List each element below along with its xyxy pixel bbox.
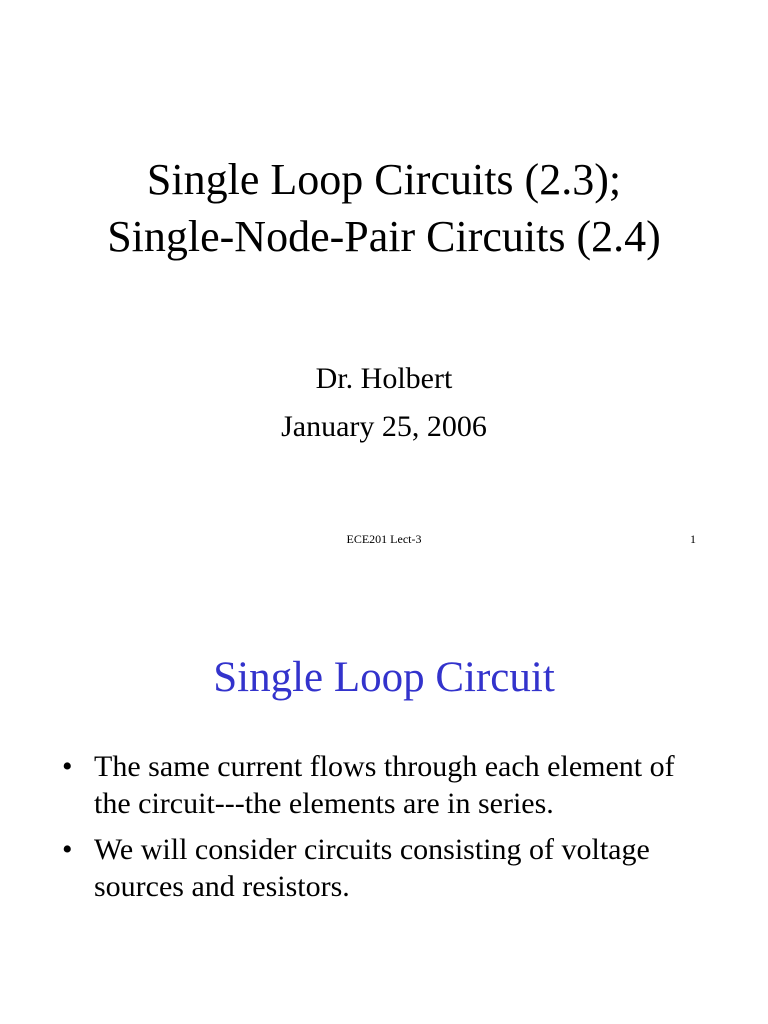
bullet-text: We will consider circuits consisting of voltage sources and resistors.: [94, 833, 650, 903]
slide-title-line-2: Single-Node-Pair Circuits (2.4): [107, 212, 661, 261]
bullet-icon: •: [62, 750, 73, 783]
slide-title-line-1: Single Loop Circuits (2.3);: [146, 155, 622, 204]
bullet-item: [62, 831, 712, 905]
page-number: 1: [690, 532, 696, 546]
slide-2-title: Single Loop Circuit: [213, 654, 555, 701]
bullet-text: The same current flows through each element of the circuit---the elements are in series.: [94, 750, 675, 820]
author-name: Dr. Holbert: [315, 362, 453, 395]
slide-2: [0, 580, 768, 1024]
bullet-item: [62, 748, 712, 822]
bullet-icon: •: [62, 833, 73, 866]
slide-footer: ECE201 Lect-3: [346, 532, 422, 546]
presentation-date: January 25, 2006: [281, 410, 487, 443]
bullet-list: [62, 748, 712, 914]
